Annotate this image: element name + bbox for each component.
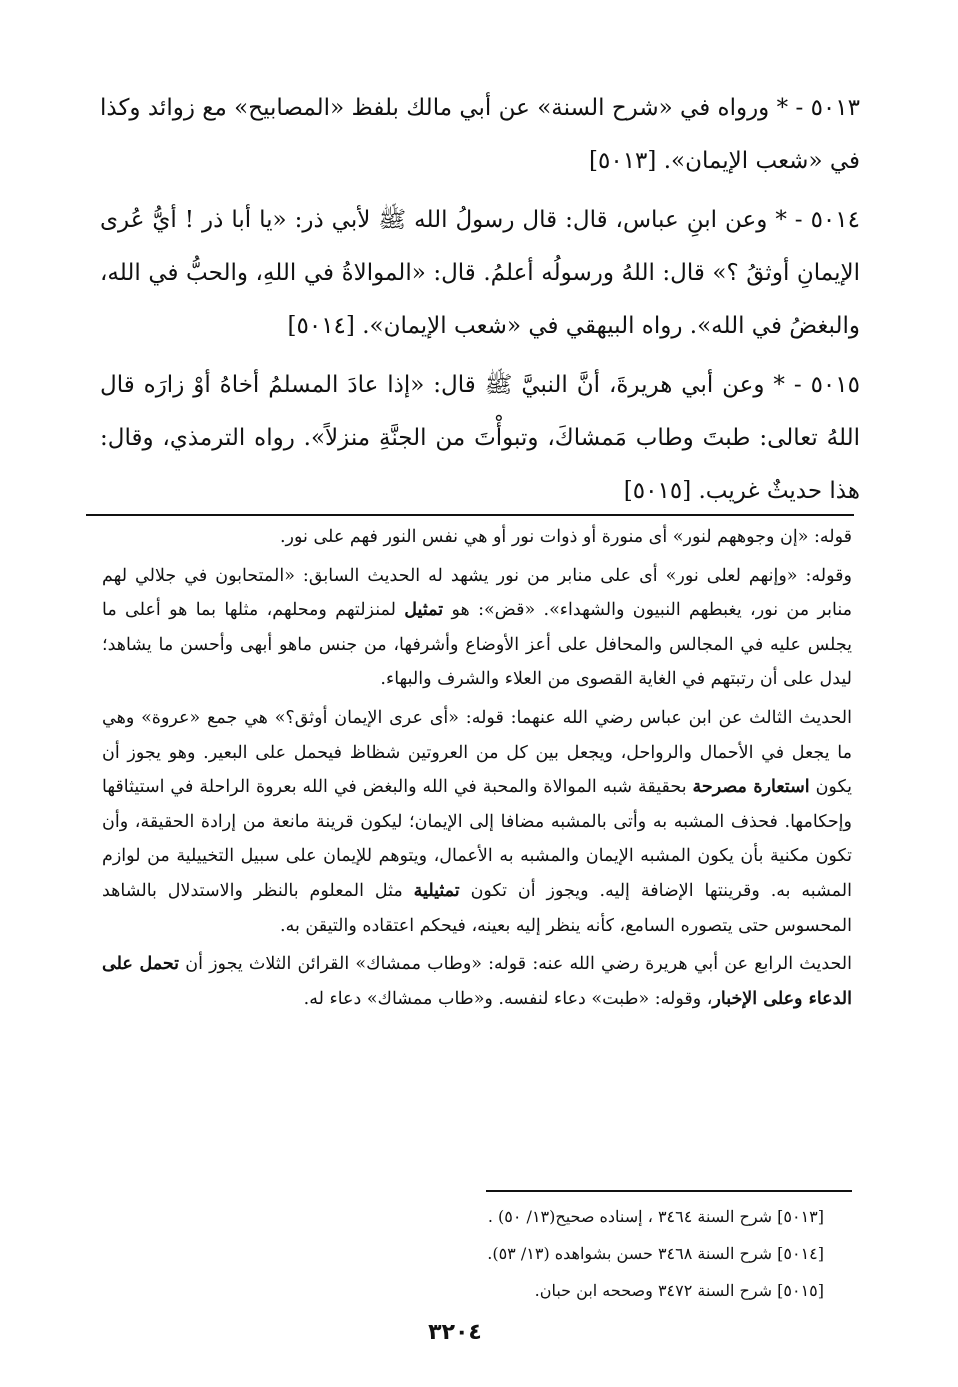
commentary-paragraph-4	[102, 947, 852, 1016]
commentary-p4-text-b: ، وقوله: «طبت» دعاء لنفسه. و«طاب ممشاك» دعاء له.	[303, 988, 713, 1009]
commentary-paragraph-3	[102, 701, 852, 943]
commentary-p3-text-c: مثل المعلوم بالنظر والاستدلال بالشاهد المحسوس حتى يتصوره السامع، كأنه ينظر إليه بعينه، فيحكم اعتقاده والتيقن به.	[102, 880, 852, 936]
commentary-paragraph-1	[102, 520, 852, 555]
footnote-5013: [٥٠١٣] شرح السنة ٣٤٦٤ ، إسناده صحيح(١٣/ ٥٠) .	[487, 1207, 824, 1226]
commentary-p3-bold-term-1: استعارة مصرحة	[692, 777, 810, 798]
footnote-5014: [٥٠١٤] شرح السنة ٣٤٦٨ حسن بشواهده (١٣/ ٥٣).	[487, 1244, 824, 1263]
footnotes-section	[364, 1198, 824, 1309]
commentary-p1-text: قوله: «إن وجوههم لنور» أى منورة أو ذوات نور أو هي نفس النور فهم على نور.	[279, 527, 852, 547]
hadith-5014: ٥٠١٤ - * وعن ابنِ عباس، قال: قال رسولُ الله ﷺ لأبي ذر: «يا أبا ذر ! أيُّ عُرى الإيمانِ أوثقُ ؟» قال: اللهُ ورسولُه أعلمُ. قال: «الموالاةُ في اللهِ، والحبُّ في الله، والبغضُ في الله». رواه البيهقي في «شعب الإيمان». [٥٠١٤]	[100, 207, 860, 339]
commentary-p2-bold-term: تمثيل	[404, 600, 444, 621]
footnote-5015: [٥٠١٥] شرح السنة ٣٤٧٢ وصححه ابن حبان.	[534, 1281, 824, 1300]
commentary-p3-text-b: بحقيقة شبه الموالاة والمحبة في الله والبغض في الله بعروة الراحلة في استيثاقها وإحكامها. فحذف المشبه به وأتى بالمشبه مضافا إلى الإيمان؛ ليكون قرينة مانعة من إرادة الحقيقة، وأن تكون مكنية بأن يكون المشبه الإيمان والمشبه به الأعمال، ويتوهم للإيمان على سبيل التخييلية من لوازم المشبه به. وقرينتها الإضافة إليه. ويجوز أن تكون	[102, 777, 852, 901]
commentary-p3-bold-term-2: تمثيلية	[413, 880, 460, 901]
footnote-divider-line	[486, 1190, 852, 1192]
main-divider-line	[86, 514, 854, 516]
hadith-5015: ٥٠١٥ - * وعن أبي هريرةَ، أنَّ النبيَّ ﷺ قال: «إذا عادَ المسلمُ أخاهُ أوْ زارَه قال اللهُ تعالى: طبتَ وطاب مَمشاكَ، وتبوأْتَ من الجنَّةِ منزلاً». رواه الترمذي، وقال: هذا حديثٌ غريب. [٥٠١٥]	[100, 372, 860, 504]
commentary-p3-text-a: الحديث الثالث عن ابن عباس رضي الله عنهما: قوله: «أى عرى الإيمان أوثق؟» هي جمع «عروة» وهي ما يجعل في الأحمال والرواحل، ويجعل بين كل من العروتين شظاظ فيحمل على البعير. وهو يجوز أن يكون	[102, 707, 852, 798]
commentary-p2-text-b: لمنزلتهم ومحلهم، مثلها بما هو أعلى ما يجلس عليه في المجالس والمحافل على أعز الأوضاع وأشرفها، من جنس ماهو أبهى وأحسن ما يشاهد؛ ليدل على أن رتبتهم في الغاية القصوى من العلاء والشرف والبهاء.	[102, 600, 852, 690]
commentary-p4-bold-term: تحمل على الدعاء وعلى الإخبار	[102, 954, 852, 1009]
hadith-5013: ٥٠١٣ - * ورواه في «شرح السنة» عن أبي مالك بلفظ «المصابيح» مع زوائد وكذا في «شعب الإيمان». [٥٠١٣]	[100, 95, 860, 174]
commentary-p4-text-a: الحديث الرابع عن أبي هريرة رضي الله عنه: قوله: «وطاب ممشاك» القرائن الثلاث يجوز أن	[179, 954, 853, 975]
hadith-text-section	[100, 82, 860, 524]
commentary-p2-text-a: وقوله: «وإنهم لعلى نور» أى على منابر من نور يشهد له الحديث السابق: «المتحابون في جلالي لهم منابر من نور، يغبطهم النبيون والشهداء». «قض»: هو	[102, 565, 852, 621]
commentary-section	[102, 520, 852, 1020]
commentary-paragraph-2	[102, 559, 852, 697]
page-number: ٣٢٠٤	[428, 1320, 482, 1345]
